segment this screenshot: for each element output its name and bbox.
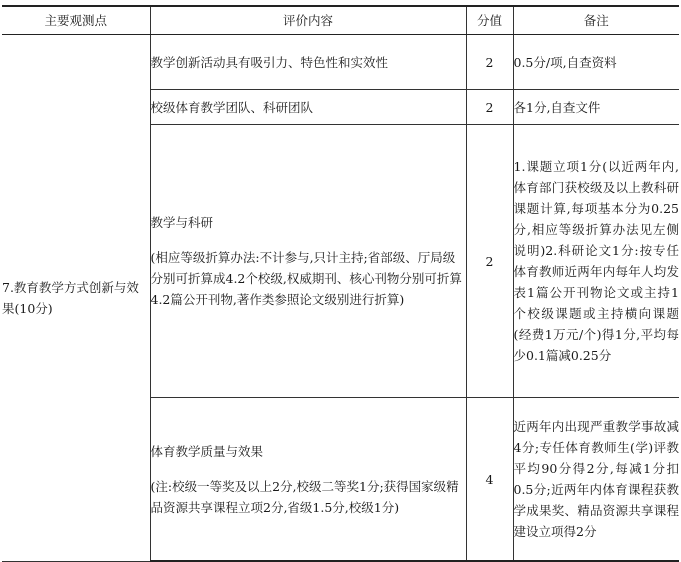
note-cell: 各1分,自查文件 <box>513 90 679 125</box>
evaluation-table <box>2 5 679 562</box>
header-row <box>2 6 679 35</box>
score-cell: 2 <box>466 90 513 125</box>
observation-point-text: 7.教育教学方式创新与效果(10分) <box>2 279 139 316</box>
content-cell <box>150 90 466 125</box>
note-cell: 近两年内出现严重教学事故减4分;专任体育教师生(学)评教平均90分得2分,每减1分扣0.5分;近两年内体育课程获教学成果奖、精品资源共享课程建设立项得2分 <box>513 398 679 562</box>
header-score: 分值 <box>466 6 513 35</box>
content-title: 教学与科研 <box>150 215 214 230</box>
observation-point-cell <box>2 35 150 562</box>
header-note: 备注 <box>513 6 679 35</box>
note-cell: 1.课题立项1分(以近两年内,体育部门获校级及以上教科研课题计算,每项基本分为0.25分,相应等级折算办法见左侧说明)2.科研论文1分:按专任体育教师近两年内每年人均发表1篇公开刊物论文或主持1个校级课题或主持横向课题(经费1万元/个)得1分,平均每少0.1篇减0.25分 <box>513 125 679 398</box>
content-title: 教学创新活动具有吸引力、特色性和实效性 <box>150 54 389 70</box>
header-observation-point: 主要观测点 <box>2 6 150 35</box>
content-cell <box>150 398 466 562</box>
score-cell: 2 <box>466 125 513 398</box>
note-cell: 0.5分/项,自查资料 <box>513 35 679 90</box>
content-cell <box>150 125 466 398</box>
score-cell: 4 <box>466 398 513 562</box>
table-row <box>2 35 679 90</box>
score-cell: 2 <box>466 35 513 90</box>
content-title: 校级体育教学团队、科研团队 <box>150 99 314 115</box>
content-title: 体育教学质量与效果 <box>150 443 264 459</box>
content-detail: (注:校级一等奖及以上2分,校级二等奖1分;获得国家级精品资源共享课程立项2分,省级1.5分,校级1分) <box>150 478 459 515</box>
content-detail: (相应等级折算办法:不计参与,只计主持;省部级、厅局级分别可折算成4.2个校级,权威期刊、核心刊物分别可折算4.2篇公开刊物,著作类参照论文级别进行折算) <box>150 250 462 307</box>
content-cell <box>150 35 466 90</box>
header-evaluation-content: 评价内容 <box>150 6 466 35</box>
